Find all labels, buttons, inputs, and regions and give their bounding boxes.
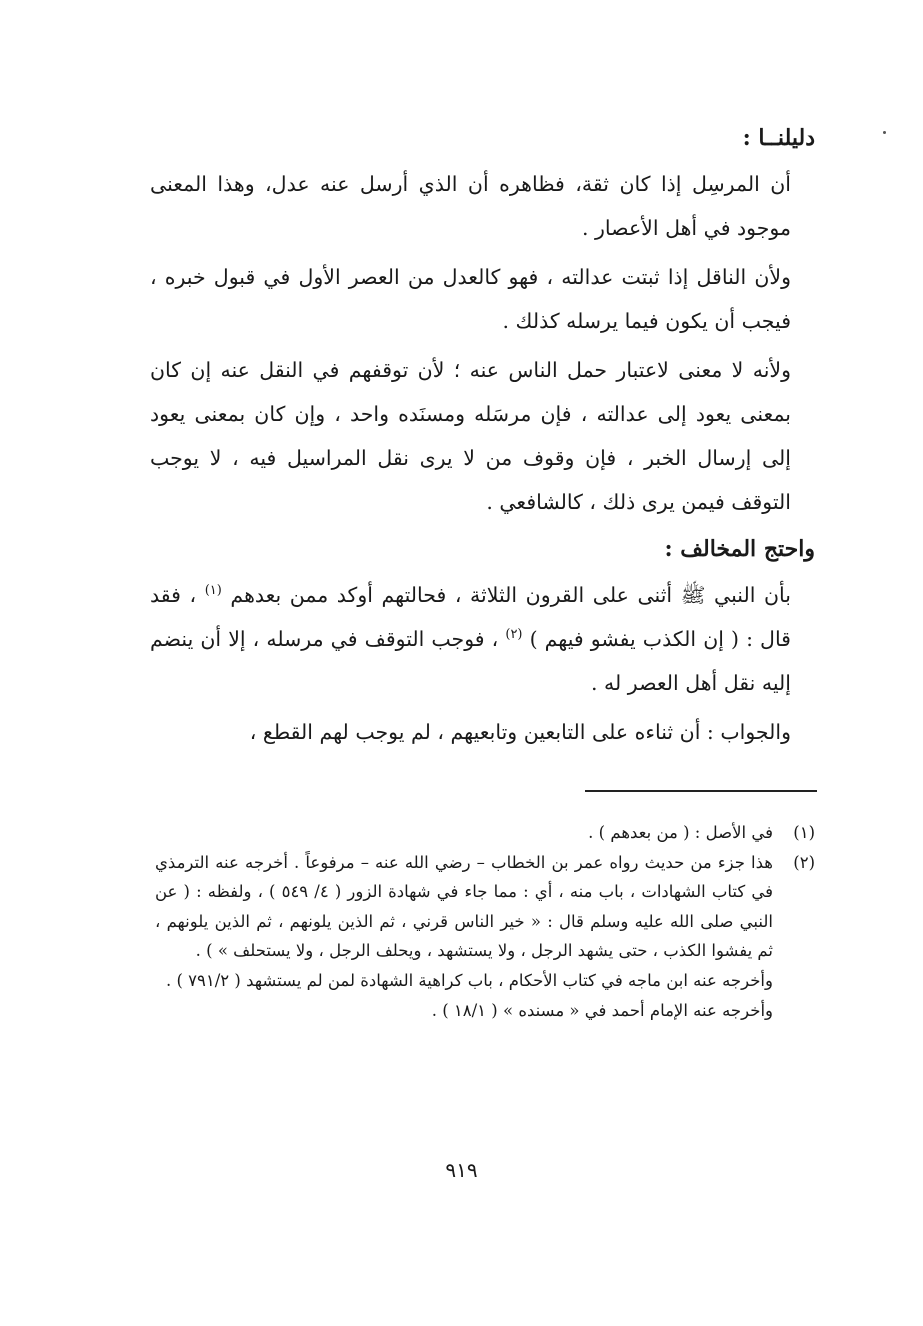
footnote-line: هذا جزء من حديث رواه عمر بن الخطاب – رضي الله عنه – مرفوعاً . أخرجه عنه الترمذي في كتاب الشهادات ، باب منه ، أي : مما جاء في شهادة الزور ( ٤/ ٥٤٩ ) ، ولفظه : ( عن النبي صلى الله عليه وسلم قال : « خير الناس قرني ، ثم الذين يلونهم ، ثم الذين يلونهم ، ثم يفشوا الكذب ، حتى يشهد الرجل ، ولا يستشهد ، ويحلف الرجل ، ولا يستحلف » ) .: [155, 852, 774, 961]
section-heading-opponent-argument: واحتج المخالف :: [664, 536, 815, 562]
scan-speck: [883, 131, 886, 134]
footnote-line: وأخرجه عنه ابن ماجه في كتاب الأحكام ، باب كراهية الشهادة لمن لم يستشهد ( ٧٩١/٢ ) .: [165, 970, 773, 990]
footnote-ref-1: (١): [204, 583, 222, 599]
footnote-2: [155, 848, 815, 1026]
footnote-line: في الأصل : ( من بعدهم ) .: [588, 823, 773, 842]
footnote-separator: [585, 790, 817, 792]
paragraph-3: ولأنه لا معنى لاعتبار حمل الناس عنه ؛ لأن توقفهم في النقل عنه إن كان بمعنى يعود إلى عدالته ، فإن مرسَله ومسنَده واحد ، وإن كان بمعنى يعود إلى إرسال الخبر ، فإن وقوف من لا يرى نقل المراسيل فيه ، لا يوجب التوقف فيمن يرى ذلك ، كالشافعي .: [150, 358, 791, 514]
paragraph-answer: والجواب : أن ثناءه على التابعين وتابعيهم ، لم يوجب لهم القطع ،: [249, 720, 791, 744]
paragraph-opponent-part-b: ، فقد قال : ( إن الكذب يفشو فيهم ): [150, 583, 791, 651]
main-text: [150, 118, 815, 754]
section-heading-our-evidence: دليلنــا :: [742, 125, 815, 151]
paragraph-opponent-part-a: بأن النبي ﷺ أثنى على القرون الثلاثة ، فحالتهم أوكد ممن بعدهم: [230, 583, 791, 607]
footnote-number: (٢): [793, 852, 815, 872]
paragraph-2: ولأن الناقل إذا ثبتت عدالته ، فهو كالعدل من العصر الأول في قبول خبره ، فيجب أن يكون فيما يرسله كذلك .: [150, 265, 791, 333]
footnote-line: وأخرجه عنه الإمام أحمد في « مسنده » ( ١٨/١ ) .: [431, 1000, 773, 1020]
paragraph-1: أن المرسِل إذا كان ثقة، فظاهره أن الذي أرسل عنه عدل، وهذا المعنى موجود في أهل الأعصار .: [150, 172, 791, 240]
footnote-text: [155, 848, 773, 1026]
footnotes: [155, 818, 815, 1025]
footnote-number: (١): [793, 823, 815, 842]
paragraph-opponent: [150, 573, 815, 705]
footnote-ref-2: (٢): [505, 627, 523, 643]
footnote-text: [155, 818, 773, 848]
footnote-1: [155, 818, 815, 848]
page-number: ٩١٩: [445, 1158, 478, 1182]
paragraph-opponent-part-c: ، فوجب التوقف في مرسله ، إلا أن ينضم إليه نقل أهل العصر له .: [150, 627, 791, 695]
